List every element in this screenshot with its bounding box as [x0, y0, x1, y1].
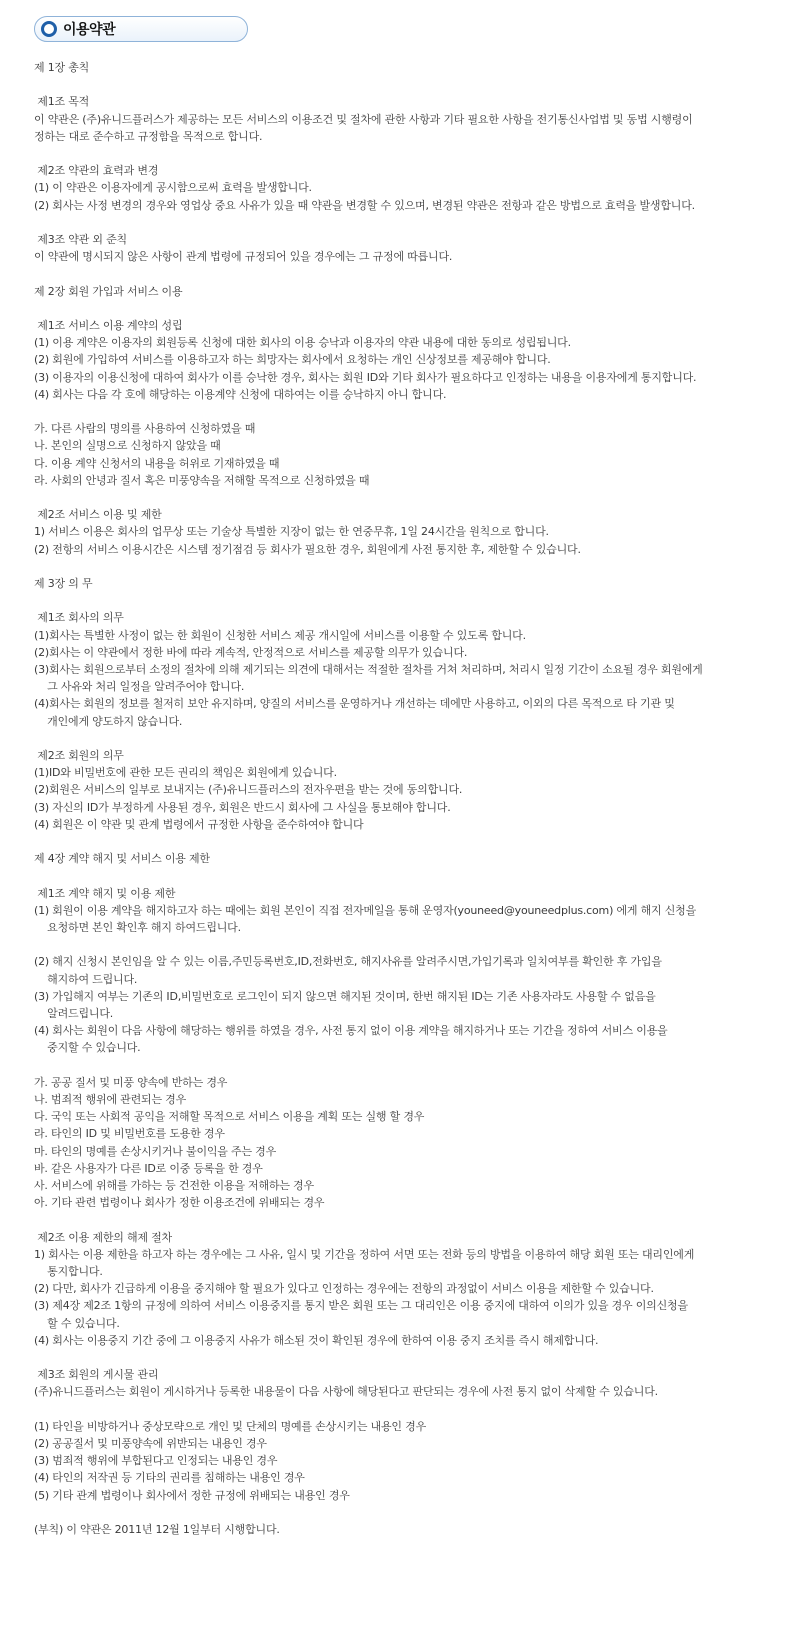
terms-line: (4) 회원은 이 약관 및 관계 법령에서 규정한 사항을 준수하여야 합니다: [34, 817, 364, 831]
terms-line: (3) 이용자의 이용신청에 대하여 회사가 이를 승낙한 경우, 회사는 회원 ID와 기타 회사가 필요하다고 인정하는 내용을 이용자에게 통지합니다.: [34, 370, 697, 384]
terms-line: 중지할 수 있습니다.: [34, 1041, 141, 1055]
terms-line: 제1조 회사의 의무: [34, 611, 124, 625]
terms-line: (3) 범죄적 행위에 부합된다고 인정되는 내용인 경우: [34, 1454, 278, 1468]
terms-line: 사. 서비스에 위해를 가하는 등 건전한 이용을 저해하는 경우: [34, 1179, 314, 1192]
terms-line: 제 2장 회원 가입과 서비스 이용: [34, 284, 183, 298]
terms-line: (2) 해지 신청시 본인임을 알 수 있는 이름,주민등록번호,ID,전화번호, 해지사유를 알려주시면,가입기록과 일치여부를 확인한 후 가입을: [34, 955, 662, 969]
terms-line: (2)회원은 서비스의 일부로 보내지는 (주)유니드플러스의 전자우편을 받는 것에 동의합니다.: [34, 783, 463, 797]
terms-line: 1) 서비스 이용은 회사의 업무상 또는 기술상 특별한 지장이 없는 한 연중무휴, 1일 24시간을 원칙으로 합니다.: [34, 525, 549, 539]
terms-line: (3) 가입해지 여부는 기존의 ID,비밀번호로 로그인이 되지 않으면 해지된 것이며, 한번 해지된 ID는 기존 사용자라도 사용할 수 없음을: [34, 989, 656, 1003]
terms-line: (1) 타인을 비방하거나 중상모략으로 개인 및 단체의 명예를 손상시키는 내용인 경우: [34, 1419, 427, 1433]
terms-line: (2) 회원에 가입하여 서비스를 이용하고자 하는 희망자는 회사에서 요청하는 개인 신상정보를 제공해야 합니다.: [34, 353, 551, 367]
terms-line: (4) 회사는 이용중지 기간 중에 그 이용중지 사유가 해소된 것이 확인된 경우에 한하여 이용 중지 조치를 즉시 해제합니다.: [34, 1333, 599, 1347]
terms-line: 제3조 회원의 게시물 관리: [34, 1368, 159, 1382]
terms-line: (1) 이 약관은 이용자에게 공시함으로써 효력을 발생합니다.: [34, 181, 312, 195]
terms-line: (4) 회사는 다음 각 호에 해당하는 이용계약 신청에 대하여는 이를 승낙하지 아니 합니다.: [34, 387, 447, 401]
terms-line: (1)회사는 특별한 사정이 없는 한 회원이 신청한 서비스 제공 개시일에 서비스를 이용할 수 있도록 합니다.: [34, 628, 526, 642]
terms-line: 제 1장 총칙: [34, 61, 90, 74]
page-title: 이용약관: [63, 22, 116, 38]
terms-line: 가. 공공 질서 및 미풍 양속에 반하는 경우: [34, 1075, 228, 1089]
terms-line: 아. 기타 관련 법령이나 회사가 정한 이용조건에 위배되는 경우: [34, 1196, 325, 1210]
terms-line: (5) 기타 관계 법령이나 회사에서 정한 규정에 위배되는 내용인 경우: [34, 1488, 350, 1502]
terms-line: 나. 범죄적 행위에 관련되는 경우: [34, 1093, 187, 1106]
terms-line: 바. 같은 사용자가 다른 ID로 이중 등록을 한 경우: [34, 1161, 263, 1175]
terms-line: 제1조 목적: [34, 95, 90, 109]
terms-line: 이 약관에 명시되지 않은 사항이 관계 법령에 규정되어 있을 경우에는 그 규정에 따릅니다.: [34, 250, 453, 264]
terms-line: 다. 이용 계약 신청서의 내용을 허위로 기재하였을 때: [34, 456, 280, 470]
terms-line: 제 3장 의 무: [34, 577, 93, 590]
terms-line: 알려드립니다.: [34, 1007, 114, 1020]
terms-line: (1) 회원이 이용 계약을 해지하고자 하는 때에는 회원 본인이 직접 전자메일을 통해 운영자(youneed@youneedplus.com) 에게 해지 신청을: [34, 903, 697, 917]
terms-line: (주)유니드플러스는 회원이 게시하거나 등록한 내용물이 다음 사항에 해당된다고 판단되는 경우에 사전 통지 없이 삭제할 수 있습니다.: [34, 1385, 658, 1399]
terms-line: 제2조 회원의 의무: [34, 749, 124, 762]
terms-line: (1)ID와 비밀번호에 관한 모든 권리의 책임은 회원에게 있습니다.: [34, 766, 337, 780]
terms-line: (3) 제4장 제2조 1항의 규정에 의하여 서비스 이용중지를 통지 받은 회원 또는 그 대리인은 이용 중지에 대하여 이의가 있을 경우 이의신청을: [34, 1299, 688, 1313]
circle-bullet-icon: [41, 21, 57, 37]
terms-line: (2) 회사는 사정 변경의 경우와 영업상 중요 사유가 있을 때 약관을 변경할 수 있으며, 변경된 약관은 전항과 같은 방법으로 효력을 발생합니다.: [34, 198, 695, 212]
terms-line: 요청하면 본인 확인후 해지 하여드립니다.: [34, 921, 241, 934]
terms-line: 라. 타인의 ID 및 비밀번호를 도용한 경우: [34, 1127, 225, 1141]
terms-line: (2)회사는 이 약관에서 정한 바에 따라 계속적, 안정적으로 서비스를 제공할 의무가 있습니다.: [34, 645, 468, 659]
terms-line: (2) 다만, 회사가 긴급하게 이용을 중지해야 할 필요가 있다고 인정하는 경우에는 전항의 과정없이 서비스 이용을 제한할 수 있습니다.: [34, 1282, 654, 1296]
terms-line: (1) 이용 계약은 이용자의 회원등록 신청에 대한 회사의 이용 승낙과 이용자의 약관 내용에 대한 동의로 성립됩니다.: [34, 336, 571, 350]
terms-line: (부칙) 이 약관은 2011년 12월 1일부터 시행합니다.: [34, 1523, 280, 1536]
terms-line: 제2조 이용 제한의 해제 절차: [34, 1230, 172, 1244]
terms-line: (3) 자신의 ID가 부정하게 사용된 경우, 회원은 반드시 회사에 그 사실을 통보해야 합니다.: [34, 800, 451, 814]
terms-line: 제1조 계약 해지 및 이용 제한: [34, 886, 176, 900]
page-title-box: [34, 16, 248, 42]
terms-line: 가. 다른 사람의 명의를 사용하여 신청하였을 때: [34, 422, 256, 436]
terms-line: 그 사유와 처리 일정을 알려주어야 합니다.: [34, 680, 245, 694]
terms-line: 1) 회사는 이용 제한을 하고자 하는 경우에는 그 사유, 일시 및 기간을 정하여 서면 또는 전화 등의 방법을 이용하여 해당 회원 또는 대리인에게: [34, 1247, 695, 1261]
terms-line: (4)회사는 회원의 정보를 철저히 보안 유지하며, 양질의 서비스를 운영하거나 개선하는 데에만 사용하고, 이외의 다른 목적으로 타 기관 및: [34, 697, 675, 711]
terms-line: 나. 본인의 실명으로 신청하지 않았을 때: [34, 439, 221, 453]
terms-line: 제2조 서비스 이용 및 제한: [34, 508, 162, 522]
terms-line: 라. 사회의 안녕과 질서 혹은 미풍양속을 저해할 목적으로 신청하였을 때: [34, 473, 370, 487]
terms-line: 개인에게 양도하지 않습니다.: [34, 714, 183, 728]
terms-line: (2) 전항의 서비스 이용시간은 시스템 정기점검 등 회사가 필요한 경우, 회원에게 사전 통지한 후, 제한할 수 있습니다.: [34, 542, 581, 556]
terms-line: 마. 타인의 명예를 손상시키거나 불이익을 주는 경우: [34, 1144, 277, 1158]
terms-line: (4) 타인의 저작권 등 기타의 권리를 침해하는 내용인 경우: [34, 1471, 305, 1485]
terms-line: 통지합니다.: [34, 1265, 103, 1278]
terms-line: 해지하여 드립니다.: [34, 972, 138, 986]
terms-line: 제3조 약관 외 준칙: [34, 233, 127, 246]
terms-line: 제2조 약관의 효력과 변경: [34, 164, 159, 178]
terms-line: (4) 회사는 회원이 다음 사항에 해당하는 행위를 하였을 경우, 사전 통지 없이 이용 계약을 해지하거나 또는 기간을 정하여 서비스 이용을: [34, 1024, 668, 1038]
terms-line: 제 4장 계약 해지 및 서비스 이용 제한: [34, 852, 210, 866]
terms-line: (2) 공공질서 및 미풍양속에 위반되는 내용인 경우: [34, 1437, 267, 1450]
terms-line: 할 수 있습니다.: [34, 1316, 120, 1330]
terms-line: 이 약관은 (주)유니드플러스가 제공하는 모든 서비스의 이용조건 및 절차에 관한 사항과 기타 필요한 사항을 전기통신사업법 및 동법 시행령이: [34, 112, 693, 126]
terms-line: 정하는 대로 준수하고 규정함을 목적으로 합니다.: [34, 129, 263, 143]
terms-line: (3)회사는 회원으로부터 소정의 절차에 의해 제기되는 의견에 대해서는 적절한 절차를 거쳐 처리하며, 처리시 일정 기간이 소요될 경우 회원에게: [34, 663, 703, 676]
terms-line: 다. 국익 또는 사회적 공익을 저해할 목적으로 서비스 이용을 계획 또는 실행 할 경우: [34, 1110, 425, 1124]
terms-line: 제1조 서비스 이용 계약의 성립: [34, 319, 183, 332]
